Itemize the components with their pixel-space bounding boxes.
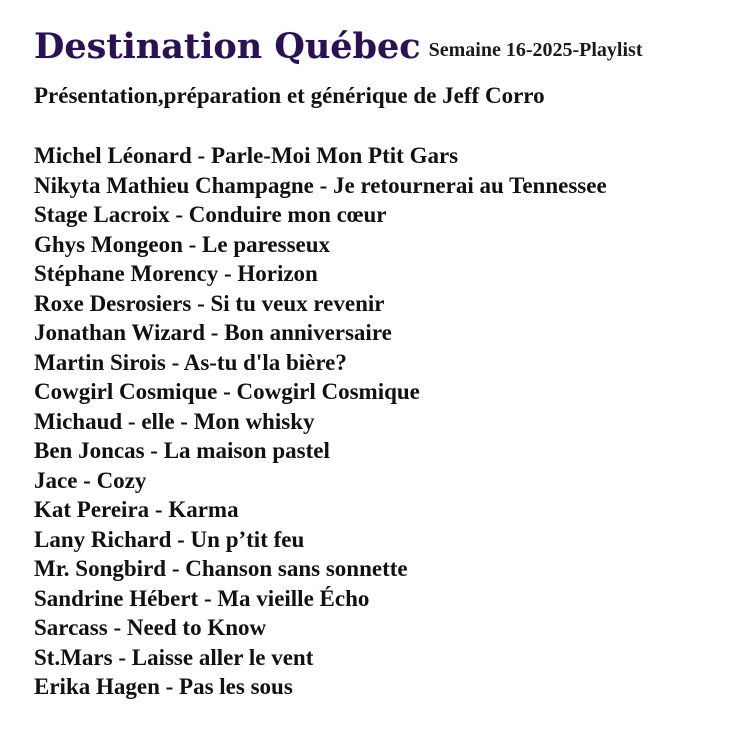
playlist-track: Michel Léonard - Parle-Moi Mon Ptit Gars — [34, 143, 459, 168]
playlist-track: Roxe Desrosiers - Si tu veux revenir — [34, 290, 385, 316]
playlist-track: Cowgirl Cosmique - Cowgirl Cosmique — [34, 379, 420, 404]
playlist — [34, 141, 607, 702]
playlist-track: Ben Joncas - La maison pastel — [34, 438, 330, 463]
playlist-track: Mr. Songbird - Chanson sans sonnette — [34, 556, 408, 581]
playlist-track: Michaud - elle - Mon whisky — [34, 408, 315, 434]
playlist-track: Sandrine Hébert - Ma vieille Écho — [34, 585, 370, 611]
playlist-track: Jace - Cozy — [34, 467, 147, 493]
credits-line: Présentation,préparation et générique de Jeff Corro — [34, 83, 545, 108]
playlist-track: Stage Lacroix - Conduire mon cœur — [34, 202, 387, 227]
playlist-track: Martin Sirois - As-tu d'la bière? — [34, 349, 347, 375]
header — [34, 26, 642, 67]
playlist-track: Ghys Mongeon - Le paresseux — [34, 231, 331, 257]
playlist-track: Lany Richard - Un p’tit feu — [34, 526, 305, 552]
playlist-track: Kat Pereira - Karma — [34, 497, 239, 522]
page-title: Destination Québec — [34, 26, 421, 67]
playlist-track: Sarcass - Need to Know — [34, 615, 267, 640]
playlist-track: Jonathan Wizard - Bon anniversaire — [34, 320, 392, 345]
playlist-track: Nikyta Mathieu Champagne - Je retournerai au Tennessee — [34, 172, 607, 198]
playlist-track: St.Mars - Laisse aller le vent — [34, 644, 314, 670]
playlist-track: Erika Hagen - Pas les sous — [34, 674, 293, 699]
playlist-track: Stéphane Morency - Horizon — [34, 261, 318, 286]
page-subtitle: Semaine 16-2025-Playlist — [428, 39, 643, 61]
